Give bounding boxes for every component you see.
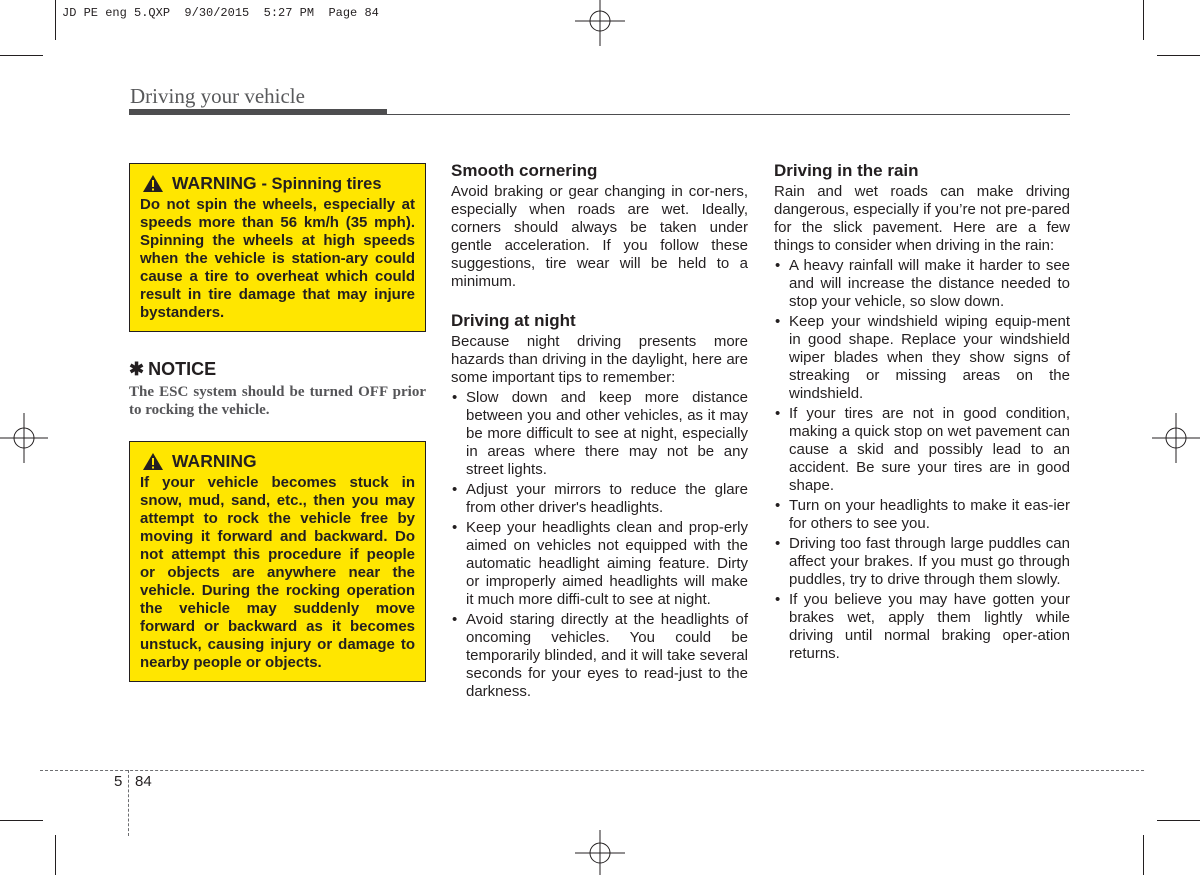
registration-mark-icon	[0, 413, 48, 463]
list-item: • Keep your headlights clean and prop-erly aimed on vehicles not equipped with the automatic headlight aiming feature. Dirty or improperly aimed headlights will make it much more diffi-cult to see at night.	[451, 519, 748, 609]
footer-rule	[40, 770, 1144, 771]
header-rule-thin	[387, 114, 1070, 115]
header-rule	[129, 109, 387, 115]
list-item: • Keep your windshield wiping equip-ment in good shape. Replace your windshield wiper blades when they show signs of streaking or missing areas on the windshield.	[774, 313, 1070, 403]
warning-triangle-icon	[142, 174, 164, 193]
crop-mark	[0, 820, 43, 821]
notice-body: The ESC system should be turned OFF prior to rocking the vehicle.	[129, 384, 426, 418]
list-item: • Adjust your mirrors to reduce the glare from other driver's headlights.	[451, 481, 748, 517]
heading-driving-at-night: Driving at night	[451, 311, 576, 330]
list-rain-tips	[774, 257, 1070, 663]
crop-mark	[1157, 820, 1200, 821]
list-item: • If you believe you may have gotten your brakes wet, apply them lightly while driving until normal braking oper-ation returns.	[774, 591, 1070, 663]
warning-box-rocking	[129, 441, 426, 682]
list-item: • Slow down and keep more distance between you and other vehicles, as it may be more difficult to see at night, especially in areas where there may not be any street lights.	[451, 389, 748, 479]
warning-subtitle: - Spinning tires	[261, 175, 382, 193]
warning-body: If your vehicle becomes stuck in snow, mud, sand, etc., then you may attempt to rock the vehicle free by moving it forward and backward. Do not attempt this procedure if people or objects are anywhere near the vehicle. During the rocking operation the vehicle may suddenly move forward or backward as it becomes unstuck, causing injury or damage to nearby people or objects.	[140, 474, 415, 671]
paragraph-night-intro: Because night driving presents more hazards than driving in the daylight, here are some important tips to remember:	[451, 333, 748, 386]
warning-triangle-icon	[142, 452, 164, 471]
heading-smooth-cornering: Smooth cornering	[451, 161, 598, 180]
warning-header	[140, 173, 415, 194]
print-slug: JD PE eng 5.QXP 9/30/2015 5:27 PM Page 84	[62, 6, 379, 20]
column-middle	[451, 161, 748, 703]
list-night-tips	[451, 389, 748, 701]
paragraph-rain-intro: Rain and wet roads can make driving dangerous, especially if you’re not pre-pared for the slick pavement. Here are a few things to consider when driving in the rain:	[774, 183, 1071, 254]
warning-title: WARNING	[172, 451, 257, 471]
section-title: Driving your vehicle	[130, 84, 305, 108]
list-item: • Driving too fast through large puddles can affect your brakes. If you must go through puddles, try to drive through them slowly.	[774, 535, 1070, 589]
crop-mark	[1143, 0, 1144, 40]
registration-mark-icon	[1152, 413, 1200, 463]
notice-header	[129, 359, 426, 380]
crop-mark	[55, 835, 56, 875]
list-item: • Turn on your headlights to make it eas-ier for others to see you.	[774, 497, 1070, 533]
registration-mark-icon	[575, 0, 625, 46]
paragraph-smooth-cornering: Avoid braking or gear changing in cor-ners, especially when roads are wet. Ideally, corners should always be taken under gentle acceleration. If you follow these suggestions, tire wear will be held to a minimum.	[451, 183, 748, 290]
warning-title	[172, 173, 382, 194]
list-item: • If your tires are not in good condition, making a quick stop on wet pavement can cause a skid and possibly lead to an accident. Be sure your tires are in good shape.	[774, 405, 1070, 495]
notice-star-icon: ✱	[129, 359, 145, 379]
crop-mark	[1143, 835, 1144, 875]
column-right	[774, 161, 1070, 665]
crop-mark	[55, 0, 56, 40]
registration-mark-icon	[575, 830, 625, 875]
crop-mark	[0, 55, 43, 56]
footer-divider	[128, 770, 129, 836]
list-item: • A heavy rainfall will make it harder to see and will increase the distance needed to stop your vehicle, so slow down.	[774, 257, 1070, 311]
warning-header	[140, 451, 415, 472]
notice-title: NOTICE	[148, 359, 217, 379]
warning-box-spinning-tires	[129, 163, 426, 332]
chapter-number: 5	[114, 773, 123, 790]
warning-title-label: WARNING	[172, 173, 257, 193]
list-item: • Avoid staring directly at the headlights of oncoming vehicles. You could be temporarily blinded, and it will take several seconds for your eyes to read-just to the darkness.	[451, 611, 748, 701]
warning-body: Do not spin the wheels, especially at speeds more than 56 km/h (35 mph). Spinning the wheels at high speeds when the vehicle is station-ary could cause a tire to overheat which could result in tire damage that may injure bystanders.	[140, 196, 415, 321]
crop-mark	[1157, 55, 1200, 56]
column-left	[129, 163, 426, 682]
heading-driving-in-rain: Driving in the rain	[774, 161, 919, 180]
page-number: 84	[135, 773, 152, 790]
